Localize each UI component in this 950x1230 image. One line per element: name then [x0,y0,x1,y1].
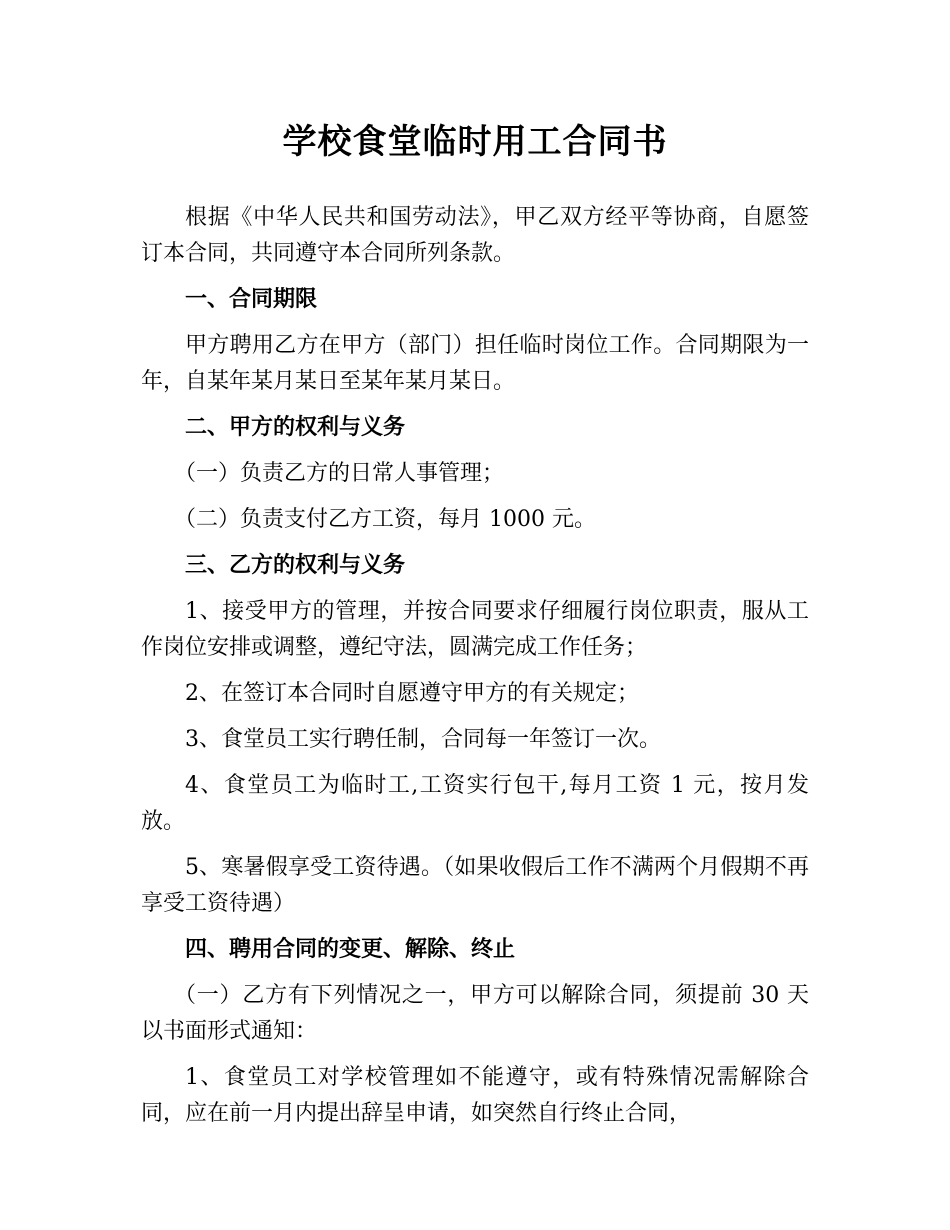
termination-item-1: 1、食堂员工对学校管理如不能遵守，或有特殊情况需解除合同，应在前一月内提出辞呈申请，如突然自行终止合同， [141,1065,809,1126]
party-b-clause-5: 5、寒暑假享受工资待遇。（如果收假后工作不满两个月假期不再享受工资待遇） [141,855,809,916]
document-body [141,200,809,1142]
party-b-clause-4: 4、食堂员工为临时工,工资实行包干,每月工资 1 元，按月发放。 [141,773,809,834]
party-b-clause-1: 1、接受甲方的管理，并按合同要求仔细履行岗位职责，服从工作岗位安排或调整，遵纪守法，圆满完成工作任务； [141,599,809,660]
party-b-clause-2: 2、在签订本合同时自愿遵守甲方的有关规定； [185,681,639,706]
section-heading-term: 一、合同期限 [185,287,318,312]
party-b-clause-3: 3、食堂员工实行聘任制，合同每一年签订一次。 [185,727,661,752]
party-a-clause-2: （二）负责支付乙方工资，每月 1000 元。 [174,507,596,532]
party-a-clause-1: （一）负责乙方的日常人事管理； [174,461,505,486]
section-heading-party-a: 二、甲方的权利与义务 [185,415,406,440]
section-heading-termination: 四、聘用合同的变更、解除、终止 [185,937,516,962]
document-title: 学校食堂临时用工合同书 [282,122,668,162]
section-heading-party-b: 三、乙方的权利与义务 [185,553,406,578]
term-paragraph: 甲方聘用乙方在甲方（部门）担任临时岗位工作。合同期限为一年，自某年某月某日至某年某月某日。 [141,333,809,394]
preamble-paragraph: 根据《中华人民共和国劳动法》，甲乙双方经平等协商，自愿签订本合同，共同遵守本合同所列条款。 [141,205,809,266]
termination-clause-1: （一）乙方有下列情况之一，甲方可以解除合同，须提前 30 天以书面形式通知： [141,983,809,1044]
